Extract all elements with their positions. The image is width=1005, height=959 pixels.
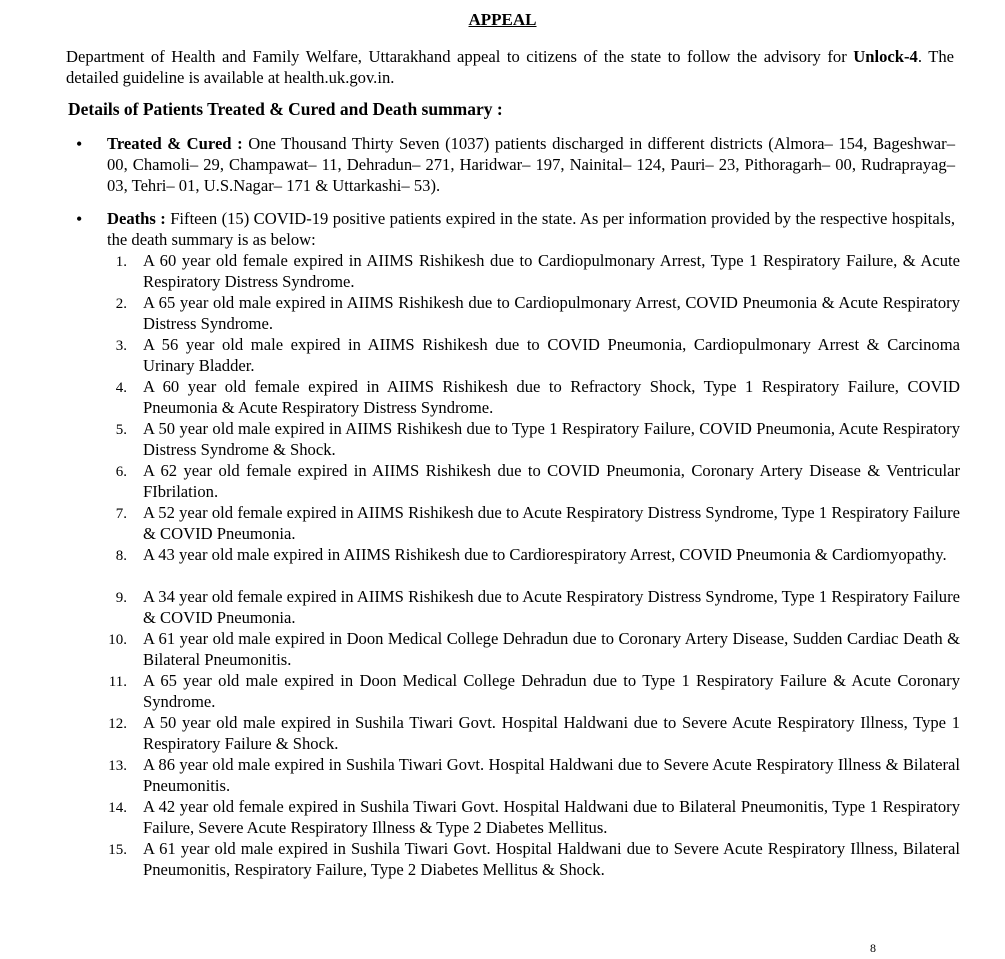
list-item-text: A 65 year old male expired in Doon Medical College Dehradun due to Type 1 Respiratory Failure & Acute Coronary Syndrome. [143,671,960,711]
list-item-number: 15. [108,842,127,858]
list-item-text: A 65 year old male expired in AIIMS Rishikesh due to Cardiopulmonary Arrest, COVID Pneumonia & Acute Respiratory Distress Syndrome. [143,293,960,333]
list-item-text: A 86 year old male expired in Sushila Tiwari Govt. Hospital Haldwani due to Severe Acute Respiratory Illness & Bilateral Pneumonitis. [143,755,960,795]
list-item-text: A 62 year old female expired in AIIMS Rishikesh due to COVID Pneumonia, Coronary Artery Disease & Ventricular FIbrilation. [143,461,960,501]
list-item-number: 8. [115,548,127,564]
list-item-number: 11. [108,674,127,690]
list-item-number: 9. [115,590,127,606]
treated-paragraph [107,134,955,196]
list-item-number: 1. [115,254,127,270]
section-heading: Details of Patients Treated & Cured and Death summary : [68,99,503,119]
list-item-text: A 61 year old male expired in Sushila Tiwari Govt. Hospital Haldwani due to Severe Acute Respiratory Illness, Bilateral Pneumonitis, Respiratory Failure, Type 2 Diabetes Mellitus & Shock. [143,839,960,879]
list-item-text: A 61 year old male expired in Doon Medical College Dehradun due to Coronary Artery Disease, Sudden Cardiac Death & Bilateral Pneumonitis. [143,629,960,669]
treated-text: One Thousand Thirty Seven (1037) patients discharged in different districts (Almora– 154, Bageshwar– 00, Chamoli– 29, Champawat– 11, Dehradun– 271, Haridwar– 197, Nainital– 124, Pauri– 23, Pithoragarh– 00, Rudraprayag– 03, Tehri– 01, U.S.Nagar– 171 & Uttarkashi– 53). [107,134,955,195]
list-item-number: 5. [115,422,127,438]
appeal-paragraph [66,47,954,89]
deaths-paragraph [107,209,955,251]
list-item-text: A 50 year old male expired in Sushila Tiwari Govt. Hospital Haldwani due to Severe Acute Respiratory Illness, Type 1 Respiratory Failure & Shock. [143,713,960,753]
page-title: APPEAL [468,10,537,29]
bullet-icon: • [76,134,83,154]
list-item-number: 10. [108,632,127,648]
list-item-number: 2. [115,296,127,312]
appeal-text-after: . The detailed guideline is available at health.uk.gov.in. [66,47,955,87]
page-number: 8 [870,941,876,955]
deaths-text: Fifteen (15) COVID-19 positive patients expired in the state. As per information provided by the respective hospitals, the death summary is as below: [107,209,955,249]
list-item-text: A 34 year old female expired in AIIMS Rishikesh due to Acute Respiratory Distress Syndrome, Type 1 Respiratory Failure & COVID Pneumonia. [143,587,960,627]
list-item-text: A 52 year old female expired in AIIMS Rishikesh due to Acute Respiratory Distress Syndrome, Type 1 Respiratory Failure & COVID Pneumonia. [143,503,960,543]
list-item-number: 4. [115,380,127,396]
treated-label: Treated & Cured : [107,134,243,153]
appeal-bold-unlock: Unlock-4 [853,47,918,66]
list-item-number: 6. [115,464,127,480]
list-item-number: 13. [108,758,127,774]
deaths-label: Deaths : [107,209,166,228]
list-item-number: 7. [115,506,127,522]
list-item-number: 3. [115,338,127,354]
list-item-text: A 60 year old female expired in AIIMS Rishikesh due to Refractory Shock, Type 1 Respiratory Failure, COVID Pneumonia & Acute Respiratory Distress Syndrome. [143,377,960,417]
appeal-text-before: Department of Health and Family Welfare, Uttarakhand appeal to citizens of the state to follow the advisory for [66,47,854,66]
bullet-icon: • [76,209,83,229]
list-item-text: A 42 year old female expired in Sushila Tiwari Govt. Hospital Haldwani due to Bilateral Pneumonitis, Type 1 Respiratory Failure, Severe Acute Respiratory Illness & Type 2 Diabetes Mellitus. [143,797,960,837]
list-item-text: A 43 year old male expired in AIIMS Rishikesh due to Cardiorespiratory Arrest, COVID Pneumonia & Cardiomyopathy. [143,545,947,564]
list-item-text: A 56 year old male expired in AIIMS Rishikesh due to COVID Pneumonia, Cardiopulmonary Arrest & Carcinoma Urinary Bladder. [143,335,960,375]
list-item-text: A 60 year old female expired in AIIMS Rishikesh due to Cardiopulmonary Arrest, Type 1 Respiratory Failure, & Acute Respiratory Distress Syndrome. [143,251,960,291]
list-item-text: A 50 year old male expired in AIIMS Rishikesh due to Type 1 Respiratory Failure, COVID Pneumonia, Acute Respiratory Distress Syndrome & Shock. [143,419,960,459]
list-item-number: 12. [108,716,127,732]
list-item-number: 14. [108,800,127,816]
